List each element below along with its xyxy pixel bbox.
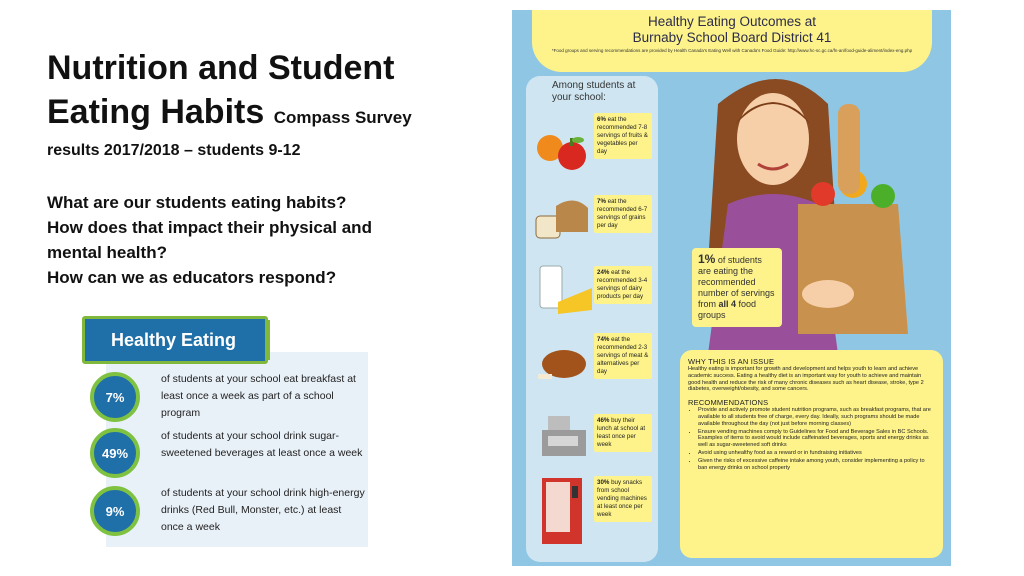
healthy-eating-card <box>82 316 370 548</box>
infographic-title-1: Healthy Eating Outcomes at <box>647 14 817 29</box>
callout-bold: all 4 <box>718 299 737 309</box>
fact-text: eat the recommended 2-3 servings of meat & alternatives per day <box>597 336 649 375</box>
recommendation-item: • Given the risks of excessive caffeine intake among youth, consider implementing a policy to ban energy drinks on school property <box>698 458 935 472</box>
why-title: WHY THIS IS AN ISSUE <box>688 357 775 366</box>
slide-text-block <box>47 46 467 290</box>
stat-row <box>82 368 370 426</box>
fact-text: eat the recommended 6-7 servings of grains per day <box>597 198 648 229</box>
fruit-vegetable-icon <box>532 118 592 178</box>
question-line: How does that impact their physical and <box>47 218 372 237</box>
questions-list <box>47 190 467 290</box>
fact-percent: 7% <box>597 198 606 205</box>
fact-percent: 46% <box>597 417 610 424</box>
survey-subline: results 2017/2018 – students 9-12 <box>47 142 301 159</box>
callout-text: of students are eating the recommended number of servings from <box>698 255 775 309</box>
recommendations-list <box>688 407 935 471</box>
fact-percent: 24% <box>597 269 610 276</box>
fact-box <box>594 113 652 159</box>
stat-percent-circle: 7% <box>90 372 140 422</box>
title-sub: Compass Survey <box>273 108 412 127</box>
fact-percent: 30% <box>597 479 610 486</box>
title-main-2: Eating Habits <box>47 93 265 131</box>
one-percent-callout <box>692 248 782 327</box>
stat-row <box>82 426 370 484</box>
stat-text: of students at your school drink high-energy drinks (Red Bull, Monster, etc.) at least once a week <box>161 487 365 533</box>
why-text: Healthy eating is important for growth and development and helps youth to learn and achieve academic success. Eating a healthy diet is an important way for youth to achieve and maintain good health and reduce the risk of many chronic diseases such as heart disease, stroke, type 2 diabetes, overweight/obesity, and some cancers. <box>688 366 924 393</box>
infographic-title-2: Burnaby School Board District 41 <box>632 30 832 45</box>
fact-box <box>594 195 652 233</box>
fact-box <box>594 266 652 304</box>
recommendation-item: • Avoid using unhealthy food as a reward or in fundraising initiatives <box>698 450 935 457</box>
dairy-icon <box>534 262 598 322</box>
infographic <box>512 10 951 566</box>
question-line: How can we as educators respond? <box>47 268 337 287</box>
infographic-note: *Food groups and serving recommendations are provided by Health Canada's Eating Well with Canada's Food Guide: http://www.hc-sc.gc.ca/fn-an/food-guide-aliment/index-eng.php <box>551 48 913 53</box>
infographic-header <box>532 10 932 72</box>
callout-percent: 1% <box>698 252 716 266</box>
fact-text: eat the recommended 3-4 servings of dairy products per day <box>597 269 648 300</box>
question-line: mental health? <box>47 243 167 262</box>
bread-icon <box>530 192 594 244</box>
recommendations-title: RECOMMENDATIONS <box>688 398 769 408</box>
title-line-1: Nutrition and Student <box>47 49 395 87</box>
fact-text: eat the recommended 7-8 servings of fruits & vegetables per day <box>597 116 648 155</box>
fact-text: buy their lunch at school at least once per week <box>597 417 646 448</box>
stat-percent-circle: 49% <box>90 428 140 478</box>
recommendation-item: • Ensure vending machines comply to Guidelines for Food and Beverage Sales in BC Schools. Examples of items to avoid would include caffeinated beverages, sports and energy drinks as well as sugar-sweetened soft drinks <box>698 429 935 449</box>
question-line: What are our students eating habits? <box>47 193 347 212</box>
stat-text: of students at your school drink sugar-sweetened beverages at least once a week <box>161 430 363 459</box>
fact-percent: 74% <box>597 336 610 343</box>
stat-text: of students at your school eat breakfast at least once a week as part of a school program <box>161 373 356 419</box>
fact-box <box>594 476 652 522</box>
fact-box <box>594 414 652 452</box>
stat-percent-circle: 9% <box>90 486 140 536</box>
fact-percent: 6% <box>597 116 606 123</box>
stat-row <box>82 484 370 542</box>
why-issue-box <box>680 350 943 558</box>
slide-title <box>47 46 467 140</box>
recommendation-item: • Provide and actively promote student nutrition programs, such as breakfast programs, that are available to all students free of charge, every day. Ideally, such programs should be made available throughout the day (not just before morning classes) <box>698 407 935 427</box>
callout-tail: food groups <box>698 299 757 320</box>
vending-machine-icon <box>538 476 586 546</box>
among-students-label: Among students at your school: <box>552 80 636 103</box>
cash-register-icon <box>534 408 594 464</box>
title-line-2 <box>47 90 467 140</box>
healthy-eating-heading: Healthy Eating <box>82 316 268 364</box>
fact-box <box>594 333 652 379</box>
meat-icon <box>534 340 596 390</box>
fact-text: buy snacks from school vending machines at least once per week <box>597 479 647 518</box>
